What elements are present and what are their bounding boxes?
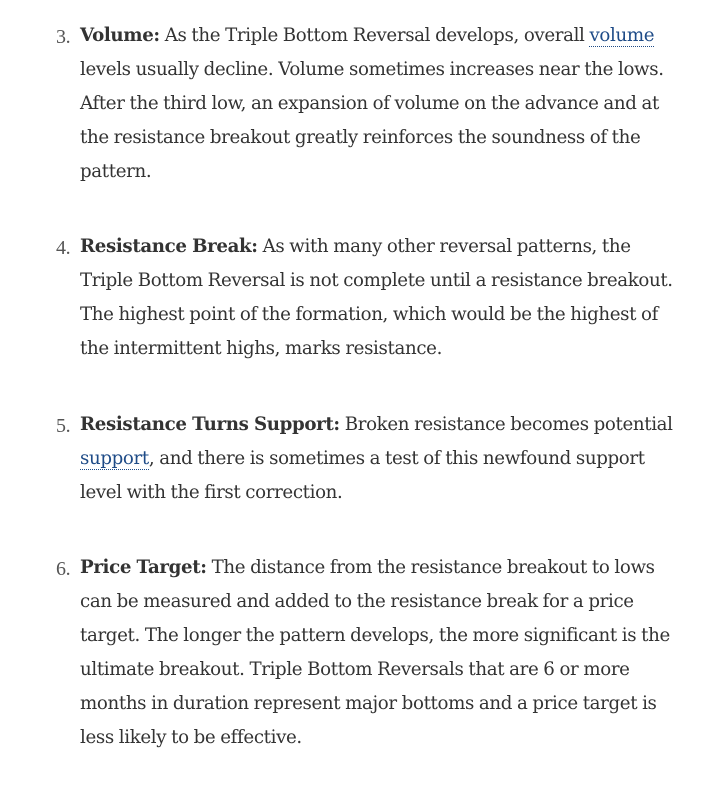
step-text: Broken resistance becomes potential — [339, 414, 673, 435]
step-term: Price Target: — [80, 557, 207, 578]
step-term: Resistance Break: — [80, 236, 258, 257]
step-term: Resistance Turns Support: — [80, 414, 340, 435]
list-item-volume — [56, 19, 680, 189]
step-text: , and there is sometimes a test of this newfound support level with the first correction. — [80, 448, 645, 503]
step-term: Volume: — [80, 25, 160, 46]
step-text: The distance from the resistance breakout to lows can be measured and added to the resistance break for a price target. The longer the pattern develops, the more significant is the ultimate breakout. Triple Bottom Reversals that are 6 or more months in duration represent major bottoms and a price target is less likely to be effective. — [80, 557, 670, 748]
list-number: 4. — [56, 237, 71, 259]
list-item-price-target — [56, 551, 680, 755]
list-item-resistance-turns-support — [56, 408, 680, 510]
step-text: levels usually decline. Volume sometimes increases near the lows. After the third low, an expansion of volume on the advance and at the resistance breakout greatly reinforces the soundness of the pattern. — [80, 59, 664, 182]
list-number: 3. — [56, 26, 71, 48]
list-item-resistance-break — [56, 230, 680, 366]
support-link[interactable]: support — [80, 448, 149, 469]
step-text: As with many other reversal patterns, the Triple Bottom Reversal is not complete until a resistance breakout. The highest point of the formation, which would be the highest of the intermittent highs, marks resistance. — [80, 236, 673, 359]
list-number: 5. — [56, 415, 71, 437]
volume-link[interactable]: volume — [589, 25, 655, 46]
step-text: As the Triple Bottom Reversal develops, overall — [159, 25, 590, 46]
list-number: 6. — [56, 558, 71, 580]
